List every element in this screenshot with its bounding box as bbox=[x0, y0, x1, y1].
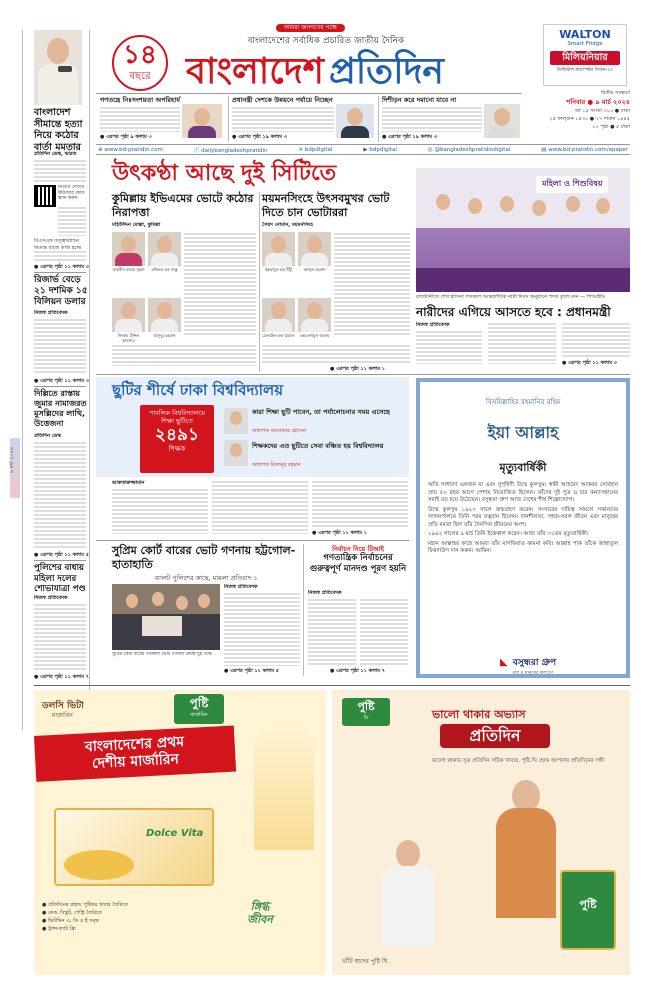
youtube-icon: ▶ bbox=[363, 146, 368, 153]
margarine-ad[interactable] bbox=[34, 690, 326, 975]
anniversary-word: বছরে bbox=[129, 71, 151, 82]
candidate-photo-8 bbox=[298, 298, 331, 332]
police-byline: নিজস্ব প্রতিবেদক bbox=[34, 595, 68, 601]
lead-title[interactable]: উৎকণ্ঠা আছে দুই সিটিতে bbox=[112, 161, 337, 186]
left-photo bbox=[34, 30, 82, 105]
du-title[interactable]: ছুটির শীর্ষে ঢাকা বিশ্ববিদ্যালয় bbox=[112, 381, 284, 399]
ghee-logo: পুষ্টি ঘি bbox=[342, 698, 390, 726]
teaser-2-title[interactable]: প্রধানন্ত্রী দেশকে উন্নয়নে পর্যায়ে নিচ্ছেন bbox=[232, 96, 333, 104]
ad-slogan: ঙ্গিগ্ধ জীবন bbox=[247, 900, 273, 926]
teaser-1-photo bbox=[182, 104, 222, 138]
women-title[interactable]: নারীদের এগিয়ে আসতে হবে : প্রধানমন্ত্রী bbox=[416, 305, 611, 319]
candidate-photo-1 bbox=[112, 232, 145, 266]
ghee-ad[interactable] bbox=[332, 690, 630, 975]
election-kicker: নির্বাচন নিয়ে টিআই bbox=[332, 545, 384, 553]
obit-para-2: উম্মে কুলসুম ১৯২০ সালে জন্মগ্রহণ করেন। সংসারের দায়িত্ব সামলে সন্তানদের লালনপালনে তিনি পরম যত্নবান ছিলেন। দানশীলতা, সহজ-সরল জীবন এবং মানুষের প্রতি মমতা ছিল তাঁর দৈনন্দিন জীবনের অংশ। bbox=[428, 506, 618, 528]
issue-date: শনিবার ● ৯ মার্চ ২০২৪ bbox=[566, 98, 630, 106]
election-jump: ● এরপর পৃষ্ঠা ১১ কলাম ৭ bbox=[330, 668, 386, 674]
walton-ad[interactable] bbox=[543, 24, 627, 86]
candidate-photo-5 bbox=[262, 232, 295, 266]
sponsor-name: বসুন্ধরা গ্রুপ bbox=[512, 658, 557, 668]
ad-brand-1: ডলসি ভিটা bbox=[42, 701, 84, 711]
du-jump: ● এরপর পৃষ্ঠা ১১ কলাম ১ bbox=[312, 530, 368, 536]
candidate-photo-3 bbox=[112, 298, 145, 332]
candidate-name-7: রেজাউল হক রিয়াজ bbox=[262, 333, 295, 338]
candidate-name-5: ইকরামুল হক টিটু bbox=[265, 267, 292, 272]
ghee-jar bbox=[560, 870, 616, 950]
masthead-title-b: প্রতিদিন bbox=[329, 51, 444, 92]
web-icon: ⊕ bbox=[98, 146, 103, 153]
women-caption: রাজধানীতে শেখ হাসিনা গতকাল আন্তর্জাতিক নারী দিবস অনুষ্ঠানে পদক তুলে দেন — পিআইডি bbox=[416, 294, 606, 300]
left-jump-1: ● এরপর পৃষ্ঠা ১১ কলাম ৩ bbox=[34, 264, 90, 270]
walton-sub: Smart Fridge bbox=[567, 41, 603, 47]
du-stat-unit: শিক্ষক bbox=[168, 445, 186, 453]
instagram-link[interactable]: ◎ @bangladeshpratidindigital bbox=[427, 146, 511, 153]
women-day-photo bbox=[416, 168, 630, 292]
teaser-1-jump: ● এরপর পৃষ্ঠা ৯ কলাম ৩ bbox=[100, 134, 152, 140]
du-stat-number: ২৪৯১ bbox=[154, 425, 200, 445]
ghee-tag: খাঁটি স্বাদের পুষ্টি ঘি bbox=[342, 958, 388, 965]
anniversary-badge bbox=[112, 35, 168, 91]
facebook-icon: ⓕ bbox=[193, 147, 200, 154]
police-title[interactable]: পুলিশের বাধায় মহিলা দলের শোভাযাত্রা পণ্ড bbox=[34, 563, 86, 594]
du-quote-1-by: অধ্যাপক আনোয়ার হোসেন bbox=[252, 428, 306, 434]
obit-calligraphy: ইয়া আল্লাহ bbox=[487, 423, 559, 442]
ad-bullet-2: ● কেক, বিস্কুট, পেস্ট্রি তৈরিতে bbox=[42, 910, 102, 916]
lead-jump: ● এরপর পৃষ্ঠা ১১ কলাম ১ bbox=[330, 366, 386, 372]
ghee-woman bbox=[482, 780, 572, 930]
candidate-name-1: তাহসীন বাহার সূচনা bbox=[112, 267, 145, 272]
left-jump-4: ● এরপর পৃষ্ঠা ১১ কলাম ৭ bbox=[34, 674, 90, 680]
instagram-icon: ◎ bbox=[427, 146, 433, 153]
issue-meta-2: ২৫ ফাল্গুন ১৪৩০ ● ২৭ শাবান ১৪৪৫ bbox=[549, 116, 630, 122]
obit-sponsor bbox=[500, 650, 626, 677]
epaper-icon: ▤ bbox=[541, 146, 547, 153]
bismillah: বিসমিল্লাহির রহমানির রহিম bbox=[485, 398, 561, 406]
teaser-2-jump: ● এরপর পৃষ্ঠা ১৯ কলাম ৩ bbox=[232, 134, 288, 140]
court-photo bbox=[112, 584, 220, 650]
candidate-name-6: আব্দুল রহমান bbox=[303, 267, 326, 272]
sponsor-logo-icon: ◣ bbox=[500, 657, 508, 668]
obit-para-4: মহান আল্লাহর কাছে আমরা তাঁর মাগফিরাত কামনা করি। আল্লাহ পাক তাঁকে জান্নাতুল ফিরদাউস দান করুন। আমিন। bbox=[428, 540, 618, 554]
left-lead-byline: প্রতিদিন ডেস্ক, ভারত bbox=[34, 151, 77, 157]
candidate-photo-2 bbox=[148, 232, 181, 266]
twitter-link[interactable]: ✕ bdpdigital bbox=[298, 146, 333, 153]
walton-line: মিলিয়নিয়ার bbox=[550, 51, 620, 65]
teaser-2-photo bbox=[336, 104, 374, 138]
du-quote-2: শিক্ষকদের এত ছুটিতে সেবা বঞ্চিত হয় বিশ্ববিদ্যালয় bbox=[252, 442, 384, 450]
social-bar bbox=[96, 144, 630, 155]
masthead-ribbon: আমরা জনগণের পক্ষে bbox=[276, 24, 345, 32]
candidate-photo-6 bbox=[298, 232, 331, 266]
ad-bullet-1: ● প্রতিদিনের রান্নায় পুষ্টিকর খাবার তৈরিতে bbox=[42, 902, 128, 908]
side-logo bbox=[10, 438, 20, 498]
reserve-byline: নিজস্ব প্রতিবেদক bbox=[34, 310, 68, 316]
candidate-name-3: নিজাম উদ্দিন কায়সার bbox=[117, 333, 140, 343]
lead-right-byline: সৈয়দ নোমান, ময়মনসিংহ bbox=[262, 222, 313, 228]
court-title[interactable]: সুপ্রিম কোর্ট বারের ভোট গণনায় হট্টগোল-হাতাহাতি bbox=[112, 544, 296, 571]
election-byline: নিজস্ব প্রতিবেদক bbox=[308, 590, 342, 596]
election-title[interactable]: গণতান্ত্রিক নির্বাচনের গুরুত্বপূর্ণ মানদণ্ড পূরণ হয়নি bbox=[309, 553, 407, 574]
obit-title: মৃত্যুবার্ষিকী bbox=[499, 461, 547, 474]
twitter-icon: ✕ bbox=[298, 146, 304, 153]
court-caption: সুপ্রিম কোর্ট বারের গতকাল ভোট গণনায় কেন্দ্রে দুই পক্ষে bbox=[112, 652, 212, 657]
walton-brand: WALTON bbox=[559, 28, 611, 41]
epaper-link[interactable]: ▤ www.bd-pratidin.com/epaper bbox=[541, 146, 628, 153]
du-quote-2-photo bbox=[224, 440, 248, 466]
teaser-1-title[interactable]: গণতন্ত্রে নিঃসংশয়তা অপরিহার্য bbox=[100, 96, 180, 104]
du-stat-box bbox=[140, 405, 214, 473]
side-date: ৯ মার্চ ২০২৪ bbox=[9, 446, 16, 474]
obituary-box bbox=[416, 378, 630, 678]
court-byline: নিজস্ব প্রতিবেদক bbox=[224, 584, 258, 590]
margarine-pack: Dolce Vita bbox=[54, 808, 214, 886]
web-link[interactable]: ⊕ www.bd-pratidin.com bbox=[98, 146, 163, 153]
du-quote-1-photo bbox=[224, 408, 248, 434]
edition: দ্বিতীয় সংস্করণ bbox=[601, 90, 630, 96]
ghee-child bbox=[372, 840, 452, 950]
candidate-photo-4 bbox=[148, 298, 181, 332]
walton-tag: ডিজিটাল ক্যাম্পেইন সিজন-২০ bbox=[556, 68, 614, 73]
qr-footer: বিএসএফ তত্ত্বাবধানে অত্যন্ত বাজে কাজ হচ্ছে bbox=[34, 238, 82, 251]
candidate-name-2: মনিরুল হক সাক্কু bbox=[151, 267, 178, 272]
ghee-jar-label: পুষ্টি bbox=[579, 898, 597, 911]
teaser-3-photo bbox=[484, 104, 520, 138]
ad-headline: বাংলাদেশের প্রথম দেশীয় মার্জারিন bbox=[34, 726, 236, 782]
qr-code[interactable] bbox=[34, 185, 56, 207]
lead-left-head[interactable]: কুমিল্লায় ইভিএমের ভোটে কঠোর নিরাপত্তা bbox=[112, 192, 254, 219]
ghee-head-2: প্রতিদিন bbox=[440, 724, 550, 748]
issue-meta-1: বর্ষ ১৫ সংখ্যা ৩০০ ● ঢাকা bbox=[575, 108, 630, 114]
ad-bullet-3: ● ভিটামিন এ, ডি ও ই সমৃদ্ধ bbox=[42, 918, 99, 924]
candidate-name-4: মাসুদুর রহমান bbox=[153, 333, 176, 338]
left-lead-title[interactable]: বাংলাদেশ সীমান্তে হত্যা নিয়ে কঠোর বার্তা মমতার bbox=[34, 107, 83, 153]
delhi-title[interactable]: দিল্লিতে রাস্তায় জুমার নামাজরত মুসল্লিদের লাথি, উত্তেজনা bbox=[34, 389, 87, 428]
reserve-title[interactable]: রিজার্ভ বেড়ে ২১ দশমিক ১৫ বিলিয়ন ডলার bbox=[34, 275, 88, 307]
du-byline: আকতারুজ্জামান bbox=[112, 480, 145, 486]
ghee-body: ভালো থাকার সূত্র প্রতিদিন সঠিক খাবার, পুষ্টি ঘি হোক আপনার প্রতিদিনের সঙ্গী bbox=[432, 758, 605, 764]
obit-para-1: অতি সাধারণ একজন মা এবং সুগৃহিণী উম্মে কুলসুম। স্বামী আহমেদ আকবর সোবহান প্রায় ৫০ বছর আগে পেশায় নিয়োজিত ছিলেন। তাঁদের দুই পুত্র ও চার কন্যাসন্তানের সবাই বড় হয়ে উঠেছেন। বসুন্ধরা গ্রুপ আজ দেশের শীর্ষ শিল্পোদ্যোগ। bbox=[428, 482, 618, 503]
issue-meta-3: ১২ পৃষ্ঠা ● ৫ টাকা bbox=[592, 124, 630, 130]
lead-right-head[interactable]: ময়মনসিংহে উৎসবমুখর ভোট দিতে চান ভোটাররা bbox=[262, 192, 390, 219]
youtube-link[interactable]: ▶ bdpdigital bbox=[363, 146, 397, 153]
women-jump: ● এরপর পৃষ্ঠা ১১ কলাম ৩ bbox=[562, 360, 618, 366]
du-quote-2-by: অধ্যাপক মিজানুর রহমান bbox=[252, 462, 301, 468]
court-jump: ● এরপর পৃষ্ঠা ১১ কলাম ৫ bbox=[224, 668, 280, 674]
teaser-3-jump: ● এরপর পৃষ্ঠা ১৯ কলাম ৩ bbox=[382, 134, 438, 140]
ad-bullet-4: ● ট্রান্স-ফ্যাট ফ্রি bbox=[42, 926, 76, 932]
candidate-photo-7 bbox=[262, 298, 295, 332]
anniversary-number: ১৪ bbox=[123, 40, 157, 70]
ghee-head-1: ভালো থাকার অভ্যাস bbox=[432, 708, 526, 721]
sponsor-tag: দেশ ও মানুষের কল্যাণে bbox=[512, 671, 554, 676]
left-jump-2: ● এরপর পৃষ্ঠা ১১ কলাম ৩ bbox=[34, 378, 90, 384]
qr-caption: ভিডিও দেখতে কিউআর কোড স্ক্যান করুন bbox=[58, 185, 85, 201]
ad-logo: পুষ্টি মার্জারিন bbox=[174, 694, 224, 724]
facebook-link[interactable]: ⓕ dailybangladeshpratidin bbox=[193, 147, 268, 154]
court-sub: ব্যালট পুলিশের কাছে, মামলা প্রতিবাদ ১ bbox=[154, 574, 258, 582]
masthead-title-a: বাংলাদেশ bbox=[186, 51, 324, 92]
du-quote-1: কারা শিক্ষা ছুটি পাবেন, তা পর্যালোচনার সময় এসেছে bbox=[252, 408, 390, 416]
du-stat-label: পাবলিক বিশ্ববিদ্যালয়ে শিক্ষা ছুটিতে bbox=[148, 409, 206, 425]
obit-para-3: ১৯৯২ সালের ৯ মার্চ তিনি ইন্তেকাল করেন। আজ তাঁর ৩২তম মৃত্যুবার্ষিকী। bbox=[428, 531, 589, 537]
women-badge: মহিলা ও শিশুবিষয় bbox=[536, 176, 608, 193]
ad-brand-2: মার্জারিন bbox=[52, 712, 73, 719]
candidate-name-8: এহতেশামুল আলম bbox=[299, 333, 330, 338]
left-jump-3: ● এরপর পৃষ্ঠা ১১ কলাম ৫ bbox=[34, 552, 90, 558]
teaser-3-title[interactable]: দিশীড়ন করে দমানো যাবে না bbox=[382, 96, 457, 104]
lead-left-byline: মহিউদ্দিন মোল্লা, কুমিল্লা bbox=[112, 222, 161, 228]
masthead-title[interactable] bbox=[186, 44, 536, 100]
women-byline: নিজস্ব প্রতিবেদক bbox=[416, 322, 450, 328]
masthead-tagline: বাংলাদেশের সর্বাধিক প্রচারিত জাতীয় দৈনিক bbox=[247, 36, 405, 46]
delhi-byline: প্রতিদিন ডেস্ক bbox=[34, 433, 62, 439]
